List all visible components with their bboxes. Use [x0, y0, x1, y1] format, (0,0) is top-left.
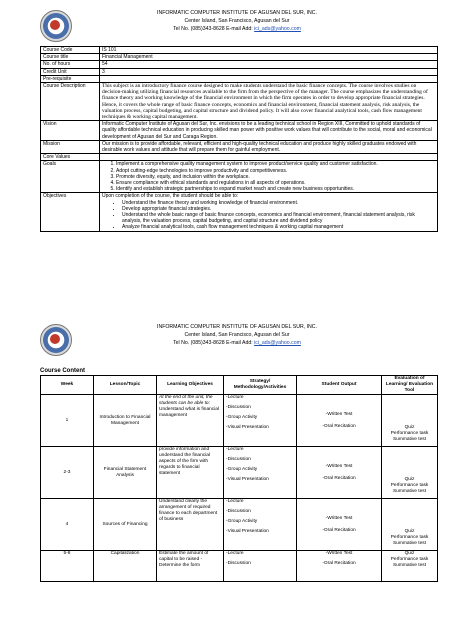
strategy-item: -Visual Presentation — [226, 425, 269, 430]
evaluation-item: Performance task — [390, 535, 429, 540]
school-contact: Tel No. (085)343-8628 E-mail Add: ici_ads@yahoo.com — [173, 26, 301, 32]
evaluation-item: Performance task — [390, 431, 429, 436]
output-cell — [297, 551, 382, 582]
credit-label: Credit Unit — [41, 68, 100, 75]
school-address: Center Island, San Francisco, Agusan del Sur — [184, 332, 290, 338]
objective-text: Understand what is financial management — [159, 407, 219, 418]
course-title-value: Financial Management — [100, 54, 438, 61]
table-header-row — [41, 376, 438, 395]
description-label: Course Description — [41, 83, 100, 121]
strategy-item: -Lecture — [226, 551, 244, 556]
prereq-value — [100, 75, 438, 82]
col-header-output: Student Output — [297, 376, 382, 395]
page2-header — [0, 322, 474, 362]
goal-item: 3. Promote diversity, equity, and inclusion within the workplace. — [116, 174, 435, 180]
topic-cell: Introduction to Financial Management — [94, 395, 157, 447]
course-info-table — [40, 46, 438, 232]
topic-cell: Capitalization — [94, 551, 157, 582]
email-link[interactable]: ici_ads@yahoo.com — [254, 340, 301, 346]
objective-item: • Analyze financial analytical tools, cash flow management techniques & working capital management — [122, 224, 435, 230]
evaluation-cell — [382, 447, 438, 499]
table-row — [41, 447, 438, 499]
output-item: -Written Test — [325, 515, 353, 521]
topic-cell: Financial Statement Analysis — [94, 447, 157, 499]
objective-text: Estimate the amount of capital to be raised -Determine the form — [159, 551, 209, 568]
strategy-cell — [224, 447, 297, 499]
week-cell: 2-3 — [41, 447, 94, 499]
mission-value: Our mission is to provide affordable, relevant, efficient and high-quality technical education and produce highly skilled graduates endowed with desirable work values and attitude that will prepare them for gainful employment. — [100, 140, 438, 153]
core-values-value — [100, 154, 438, 161]
course-content-table — [40, 375, 438, 582]
output-item: -Oral Recitation — [322, 423, 356, 429]
evaluation-item: Performance task — [390, 483, 429, 488]
goals-label: Goals — [41, 161, 100, 193]
strategy-item: -Group Activity — [226, 467, 258, 472]
strategy-item: -Group Activity — [226, 415, 258, 420]
evaluation-cell — [382, 395, 438, 447]
credit-value: 3 — [100, 68, 438, 75]
objective-item: • Develop appropriate financial strategies. — [122, 206, 435, 212]
week-cell: 1 — [41, 395, 94, 447]
strategy-item: -Lecture — [226, 499, 244, 504]
email-link[interactable]: ici_ads@yahoo.com — [254, 26, 301, 32]
school-name: INFORMATIC COMPUTER INSTITUTE OF AGUSAN DEL SUR, INC. — [157, 324, 317, 330]
col-header-strategy: Strategy/ Methodology/Activities — [224, 376, 297, 395]
hours-label: No. of hours — [41, 61, 100, 68]
strategy-item: -Visual Presentation — [226, 477, 269, 482]
col-header-week: Week — [41, 376, 94, 395]
evaluation-item: Summative test — [392, 541, 427, 546]
hours-value: 54 — [100, 61, 438, 68]
table-row — [41, 499, 438, 551]
output-item: -Written Test — [325, 463, 353, 469]
table-row — [41, 551, 438, 582]
week-cell: 5-6 — [41, 551, 94, 582]
evaluation-cell — [382, 499, 438, 551]
objective-cell — [157, 447, 224, 499]
vision-value: Informatic Computer Institute of Agusan del Sur, Inc. envisions to be a leading technical school in Region XIII, Committed to uphold standards of quality affordable technical education in producing skilled man power with positive work values that will contribute to the social, moral and economical development of Agusan del Sur and Caraga Region. — [100, 121, 438, 141]
evaluation-cell — [382, 551, 438, 582]
output-cell — [297, 447, 382, 499]
objectives-label: Objectives — [41, 193, 100, 231]
output-cell — [297, 395, 382, 447]
objectives-intro: Upon completion of the course, the student should be able to: — [102, 193, 239, 200]
goal-item: 1. Implement a comprehensive quality management system to improve product/service quality and customer satisfaction. — [116, 161, 435, 167]
course-code-label: Course Code — [41, 47, 100, 54]
goals-list — [100, 161, 438, 193]
strategy-item: -Discussion — [226, 509, 251, 514]
strategy-item: -Discussion — [226, 405, 251, 410]
page1-header — [0, 8, 474, 48]
output-item: -Written Test — [325, 411, 353, 417]
strategy-cell — [224, 551, 297, 582]
course-title-label: Course title — [41, 54, 100, 61]
objective-intro: At the end of the unit, the students can be able to: — [159, 395, 213, 406]
description-value: This subject is an introductory finance course designed to make students understand the basic finance concepts. The course involves studies on decision-making utilizing financial resources available to the firm from the perspective of the manager. The course emphasizes the understanding of finance theory and working knowledge of the financial environment in which the firm operates in order to develop appropriate financial strategies. Hence, it covers the whole range of basic finance concepts, economics and financial environment, financial statement analysis, risk analysis, the valuation process, capital budgeting, and capital structure and dividend policy. It will also cover financial analytical tools, cash flow management techniques & working capital management. — [100, 83, 438, 121]
strategy-item: -Lecture — [226, 395, 244, 400]
school-contact: Tel No. (085)343-8628 E-mail Add: ici_ads@yahoo.com — [173, 340, 301, 346]
week-cell: 4 — [41, 499, 94, 551]
topic-cell: Sources of Financing — [94, 499, 157, 551]
evaluation-item: Quiz — [404, 425, 415, 430]
col-header-topic: Lesson/Topic — [94, 376, 157, 395]
output-item: -Written Test — [325, 551, 353, 556]
course-code-value: IS 101 — [100, 47, 438, 54]
strategy-item: -Discussion — [226, 457, 251, 462]
evaluation-item: Summative test — [392, 437, 427, 442]
output-item: -Oral Recitation — [322, 475, 356, 481]
school-name: INFORMATIC COMPUTER INSTITUTE OF AGUSAN DEL SUR, INC. — [157, 10, 317, 16]
strategy-cell — [224, 395, 297, 447]
objective-cell — [157, 499, 224, 551]
strategy-item: -Lecture — [226, 447, 244, 452]
objectives-cell — [100, 193, 438, 231]
evaluation-item: Quiz — [404, 529, 415, 534]
strategy-item: -Discussion — [226, 561, 251, 566]
goal-item: 5. Identify and establish strategic partnerships to expand market reach and create new business opportunities. — [116, 186, 435, 192]
objective-text: Understand clearly the arrangement of required finance to each department of business — [159, 499, 218, 522]
goal-item: 4. Ensure compliance with ethical standards and regulations in all aspects of operations. — [116, 180, 435, 186]
table-row — [41, 395, 438, 447]
prereq-label: Pre-requisite — [41, 75, 100, 82]
objective-cell — [157, 395, 224, 447]
col-header-objectives: Learning Objectives — [157, 376, 224, 395]
output-item: -Oral Recitation — [322, 527, 356, 533]
objective-item: • Understand the whole basic range of basic finance concepts, economics and financial environment, financial statement analysis, risk analysis, the valuation process, capital budgeting, and capital structure and dividend policy — [122, 212, 435, 224]
core-values-label: Core Values — [41, 154, 100, 161]
strategy-item: -Group Activity — [226, 519, 258, 524]
col-header-evaluation: Evaluation of Learning/ Evaluation Tool — [382, 376, 438, 395]
evaluation-item: Summative test — [392, 563, 427, 568]
strategy-item: -Visual Presentation — [226, 529, 269, 534]
vision-label: Vision — [41, 121, 100, 141]
objective-text: provide information and understand the financial aspects of the firm with regards to financial statement — [159, 447, 210, 476]
mission-label: Mission — [41, 140, 100, 153]
objective-item: • Understand the finance theory and working knowledge of financial environment. — [122, 200, 435, 206]
evaluation-item: Quiz — [404, 477, 415, 482]
school-address: Center Island, San Francisco, Agusan del Sur — [184, 18, 290, 24]
goal-item: 2. Adopt cutting-edge technologies to improve productivity and competitiveness. — [116, 168, 435, 174]
evaluation-item: Performance task — [390, 557, 429, 562]
strategy-cell — [224, 499, 297, 551]
output-item: -Oral Recitation — [322, 561, 356, 566]
output-cell — [297, 499, 382, 551]
evaluation-item: Quiz — [404, 551, 415, 556]
evaluation-item: Summative test — [392, 489, 427, 494]
course-content-title: Course Content — [40, 368, 85, 374]
objective-cell — [157, 551, 224, 582]
